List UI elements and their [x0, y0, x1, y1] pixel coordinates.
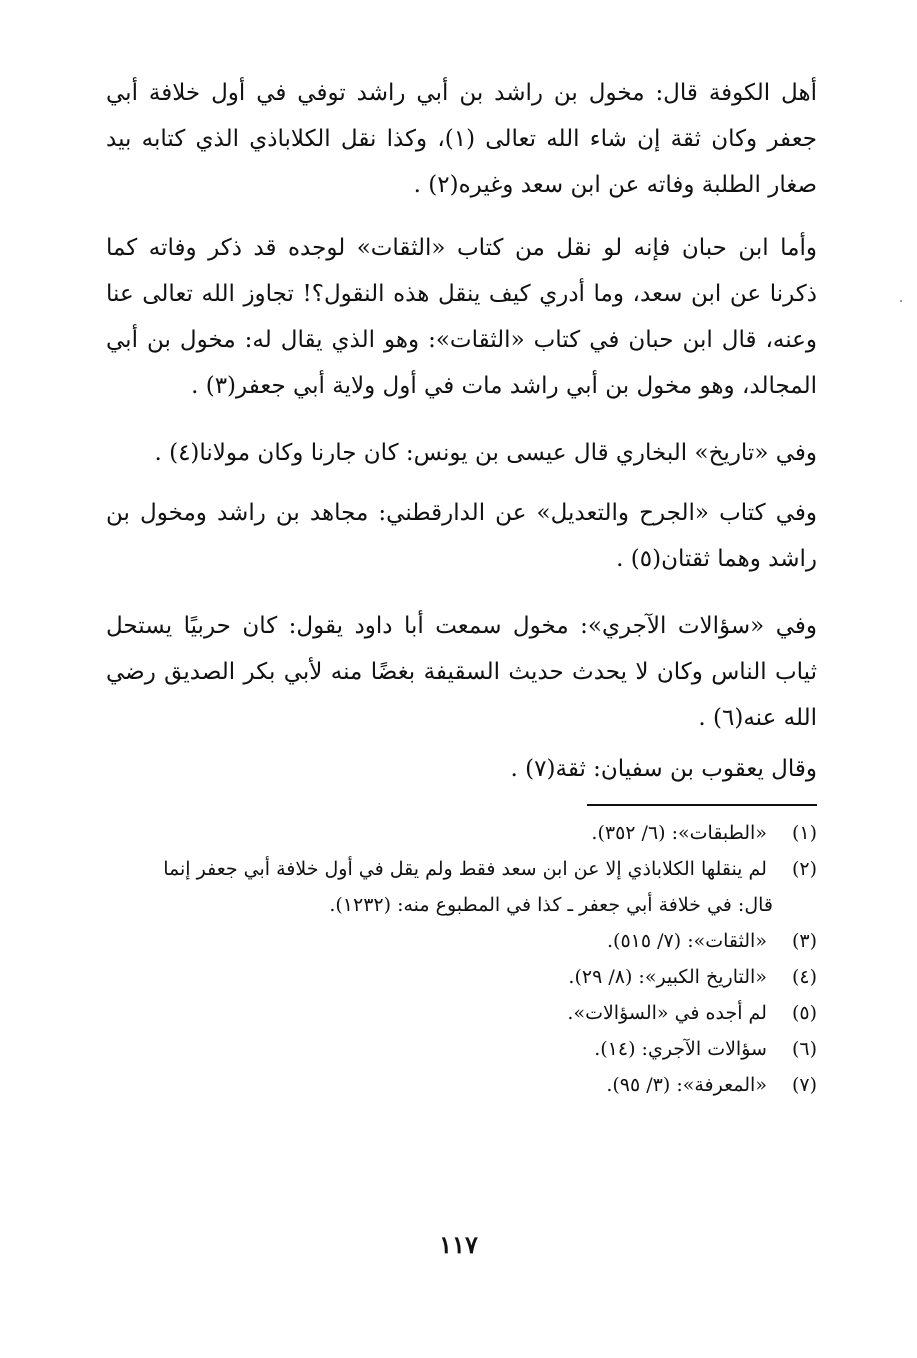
paragraph-4: وفي كتاب «الجرح والتعديل» عن الدارقطني: مجاهد بن راشد ومخول بن راشد وهما ثقتان(٥) . [106, 500, 817, 572]
footnote-number: (٣) [791, 930, 817, 952]
footnote-text: لم أجده في «السؤالات». [567, 1002, 767, 1024]
footnotes [106, 815, 817, 1103]
footnote-1 [106, 815, 817, 851]
paragraph-1: أهل الكوفة قال: مخول بن راشد بن أبي راشد توفي في أول خلافة أبي جعفر وكان ثقة إن شاء الله تعالى (١)، وكذا نقل الكلاباذي الذي كتابه بيد صغار الطلبة وفاته عن ابن سعد وغيره(٢) . [106, 80, 818, 198]
footnote-number: (٥) [791, 1002, 817, 1024]
footnote-text: «الثقات»: (٧/ ٥١٥). [607, 930, 767, 952]
footnote-text: «الطبقات»: (٦/ ٣٥٢). [591, 822, 767, 844]
footnote-number: (٤) [791, 966, 817, 988]
paragraph-6: وقال يعقوب بن سفيان: ثقة(٧) . [510, 756, 817, 782]
footnote-number: (٦) [791, 1038, 817, 1060]
footnote-3 [106, 923, 817, 959]
footnote-separator [587, 804, 817, 806]
paragraph-2: وأما ابن حبان فإنه لو نقل من كتاب «الثقات» لوجده قد ذكر وفاته كما ذكرنا عن ابن سعد، وما أدري كيف ينقل هذه النقول؟! تجاوز الله تعالى عنا وعنه، قال ابن حبان في كتاب «الثقات»: وهو الذي يقال له: مخول بن أبي المجالد، وهو مخول بن أبي راشد مات في أول ولاية أبي جعفر(٣) . [106, 235, 817, 399]
footnote-2 [106, 851, 817, 923]
footnote-5 [106, 995, 817, 1031]
footnote-4 [106, 959, 817, 995]
footnote-continuation: قال: في خلافة أبي جعفر ـ كذا في المطبوع منه: (١٢٣٢). [329, 894, 773, 916]
footnote-number: (٧) [791, 1074, 817, 1096]
scan-speck [900, 300, 902, 302]
footnote-number: (١) [791, 822, 817, 844]
footnote-text: «التاريخ الكبير»: (٨/ ٢٩). [568, 966, 767, 988]
footnote-text: سؤالات الآجري: (١٤). [594, 1038, 767, 1060]
footnote-7 [106, 1067, 817, 1103]
paragraph-5: وفي «سؤالات الآجري»: مخول سمعت أبا داود يقول: كان حربيًا يستحل ثياب الناس وكان لا يحدث حديث السقيفة بغضًا منه لأبي بكر الصديق رضي الله عنه(٦) . [106, 613, 817, 731]
page-number: ١١٧ [439, 1230, 478, 1259]
footnote-text: لم ينقلها الكلاباذي إلا عن ابن سعد فقط ولم يقل في أول خلافة أبي جعفر إنما [163, 858, 767, 880]
footnote-text: «المعرفة»: (٣/ ٩٥). [606, 1074, 767, 1096]
paragraph-3: وفي «تاريخ» البخاري قال عيسى بن يونس: كان جارنا وكان مولانا(٤) . [154, 440, 817, 466]
footnote-number: (٢) [791, 858, 817, 880]
footnote-6 [106, 1031, 817, 1067]
